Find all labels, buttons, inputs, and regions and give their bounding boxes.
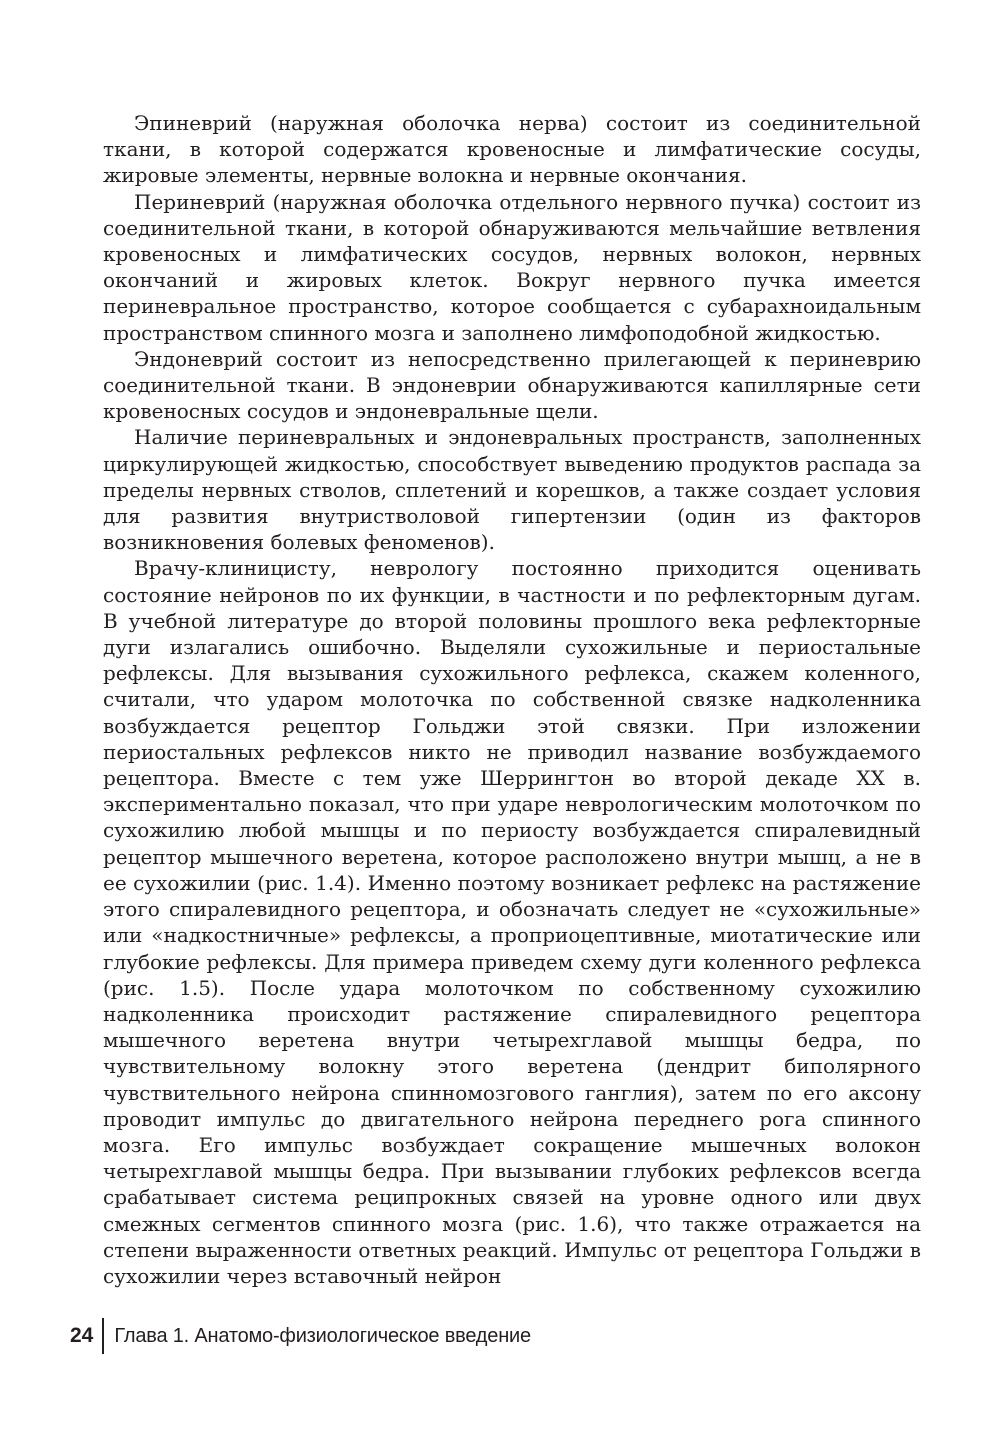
page-number: 24 [70,1324,94,1347]
running-title: Глава 1. Анатомо-физиологическое введение [114,1325,531,1347]
paragraph-epineurium: Эпиневрий (наружная оболочка нерва) состоит из соединительной ткани, в которой содержатся кровеносные и лимфатические сосуды, жировые элементы, нервные волокна и нервные окончания. [103,111,921,188]
paragraph-reflexes: Врачу-клиницисту, неврологу постоянно приходится оценивать состояние нейронов по их функции, в частности и по рефлекторным дугам. В учебной литературе до второй половины прошлого века рефлекторные дуги излагались ошибочно. Выделяли сухожильные и периостальные рефлексы. Для вызывания сухожильного рефлекса, скажем коленного, считали, что ударом молоточка по собственной связке надколенника возбуждается рецептор Гольджи этой связки. При изложении периостальных рефлексов никто не приводил название возбуждаемого рецептора. Вместе с тем уже Шеррингтон во второй декаде XX в. экспериментально показал, что при ударе неврологическим молоточком по сухожилию любой мышцы и по периосту возбуждается спиралевидный рецептор мышечного веретена, которое расположено внутри мышц, а не в ее сухожилии (рис. 1.4). Именно поэтому возникает рефлекс на растяжение этого спиралевидного рецептора, и обозначать следует не «сухожильные» или «надкостничные» рефлексы, а проприоцептивные, миотатические или глубокие рефлексы. Для примера приведем схему дуги коленного рефлекса (рис. 1.5). После удара молоточком по собственному сухожилию надколенника происходит растяжение спиралевидного рецептора мышечного веретена внутри четырехглавой мышцы бедра, по чувствительному волокну этого веретена (дендрит биполярного чувствительного нейрона спинномозгового ганглия), затем по его аксону проводит импульс до двигательного нейрона переднего рога спинного мозга. Его импульс возбуждает сокращение мышечных волокон четырехглавой мышцы бедра. При вызывании глубоких рефлексов всегда срабатывает система реципрокных связей на уровне одного или двух смежных сегментов спинного мозга (рис. 1.6), что также отражается на степени выраженности ответных реакций. Импульс от рецептора Гольджи в сухожилии через вставочный нейрон [103,556,921,1288]
body-text [103,110,921,1289]
paragraph-spaces: Наличие периневральных и эндоневральных пространств, заполненных циркулирующей жидкостью, способствует выведению продуктов распада за пределы нервных стволов, сплетений и корешков, а также создает условия для развития внутриствoловой гипертензии (один из факторов возникновения болевых феноменов). [103,425,921,555]
paragraph-perineurium: Периневрий (наружная оболочка отдельного нервного пучка) состоит из соединительной ткани, в которой обнаруживаются мельчайшие ветвления кровеносных и лимфатических сосудов, нервных волокон, нервных окончаний и жировых клеток. Вокруг нервного пучка имеется периневральное пространство, которое сообщается с субарахноидальным пространством спинного мозга и заполнено лимфоподобной жидкостью. [103,189,921,345]
page-footer [70,1318,531,1354]
paragraph-endoneurium: Эндоневрий состоит из непосредственно прилегающей к периневрию соединительной ткани. В эндоневрии обнаруживаются капиллярные сети кровеносных сосудов и эндоневральные щели. [103,346,921,424]
footer-divider [102,1318,104,1354]
